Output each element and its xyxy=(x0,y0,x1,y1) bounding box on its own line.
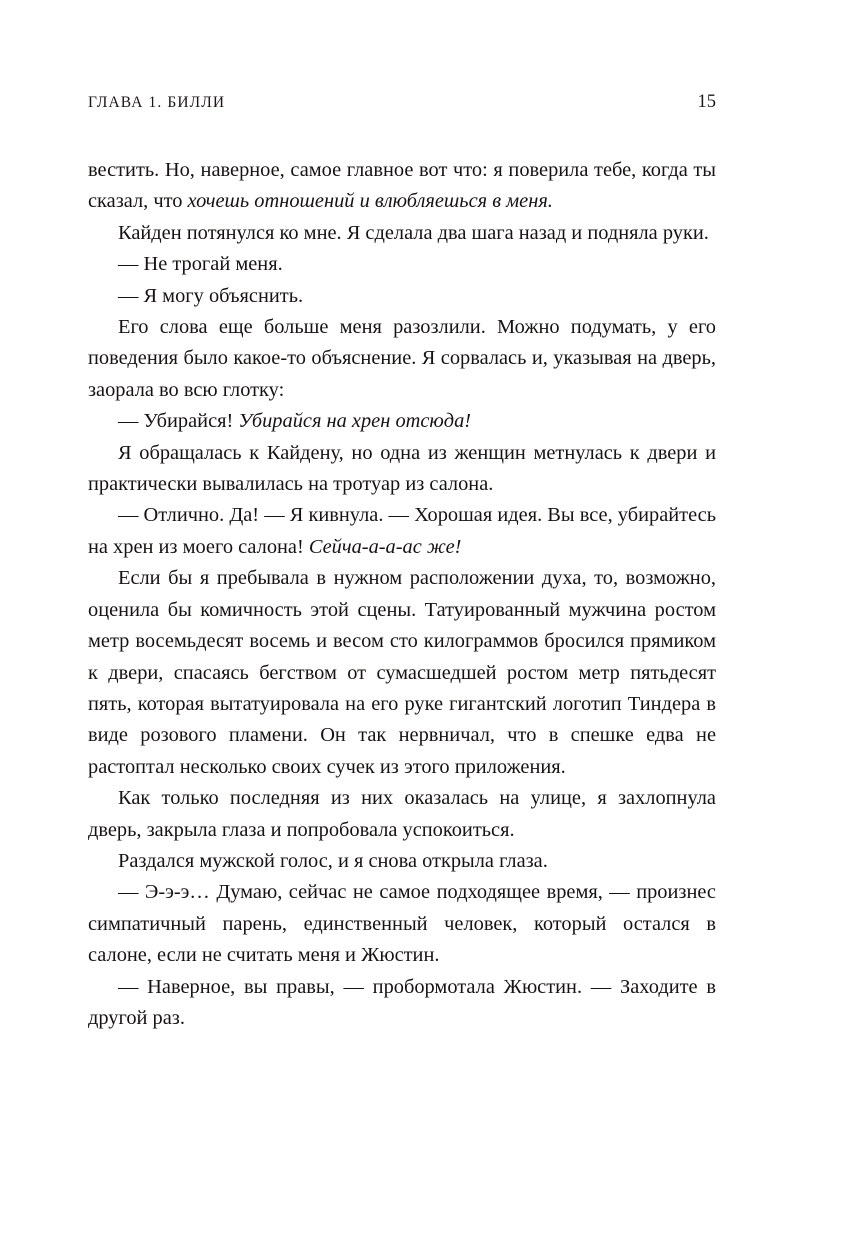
text-run: Если бы я пребывала в нужном расположении духа, то, возможно, оценила бы комичность этой сцены. Татуированный мужчина ростом метр восемьдесят восемь и весом сто килограммов бросился прямиком к двери, спасаясь бегством от сумасшедшей ростом метр пятьдесят пять, которая вытатуировала на его руке гигантский логотип Тиндера в виде розового пламени. Он так нервничал, что в спешке едва не растоптал несколько своих сучек из этого приложения. xyxy=(88,567,716,778)
paragraph xyxy=(88,563,716,783)
paragraph xyxy=(88,218,716,249)
paragraph xyxy=(88,972,716,1035)
text-run: — Не трогай меня. xyxy=(118,253,283,276)
body-text-column xyxy=(88,155,716,1034)
text-run: Как только последняя из них оказалась на улице, я захлопнула дверь, закрыла глаза и попробовала успокоиться. xyxy=(88,787,716,841)
paragraph xyxy=(88,155,716,218)
paragraph xyxy=(88,846,716,877)
paragraph xyxy=(88,249,716,280)
text-run: вестить. Но, наверное, самое главное вот что: я поверила тебе, когда ты сказал, что xyxy=(88,159,716,213)
page-number: 15 xyxy=(697,92,716,112)
paragraph xyxy=(88,312,716,406)
running-head xyxy=(88,92,716,113)
text-run: — Я могу объяснить. xyxy=(118,284,304,307)
paragraph xyxy=(88,406,716,437)
paragraph xyxy=(88,500,716,563)
text-run: Я обращалась к Кайдену, но одна из женщин метнулась к двери и практически вывалилась на тротуар из салона. xyxy=(88,441,716,496)
running-head-chapter-title: ГЛАВА 1. БИЛЛИ xyxy=(88,94,226,111)
text-run: Его слова еще больше меня разозлили. Можно подумать, у его поведения было какое-то объяснение. Я сорвалась и, указывая на дверь, заорала во всю глотку: xyxy=(88,316,716,401)
paragraph xyxy=(88,438,716,501)
emphasis-run: Убирайся на хрен отсюда! xyxy=(238,410,472,433)
text-run: Раздался мужской голос, и я снова открыла глаза. xyxy=(118,849,548,872)
paragraph xyxy=(88,281,716,312)
text-run: — Отлично. Да! — Я кивнула. — Хорошая идея. Вы все, убирайтесь на хрен из моего салона! xyxy=(88,504,716,558)
emphasis-run: Сейча-а-а-ас же! xyxy=(308,535,462,558)
text-run: Кайден потянулся ко мне. Я сделала два шага назад и подняла руки. xyxy=(118,221,709,244)
emphasis-run: хочешь отношений и влюбляешься в меня. xyxy=(187,190,553,213)
paragraph xyxy=(88,877,716,971)
paragraph xyxy=(88,783,716,846)
text-run: — Убирайся! xyxy=(118,410,239,433)
text-run: — Наверное, вы правы, — пробормотала Жюстин. — Заходите в другой раз. xyxy=(88,975,716,1029)
text-run: — Э-э-э… Думаю, сейчас не самое подходящее время, — произнес симпатичный парень, единственный человек, который остался в салоне, если не считать меня и Жюстин. xyxy=(88,881,716,967)
